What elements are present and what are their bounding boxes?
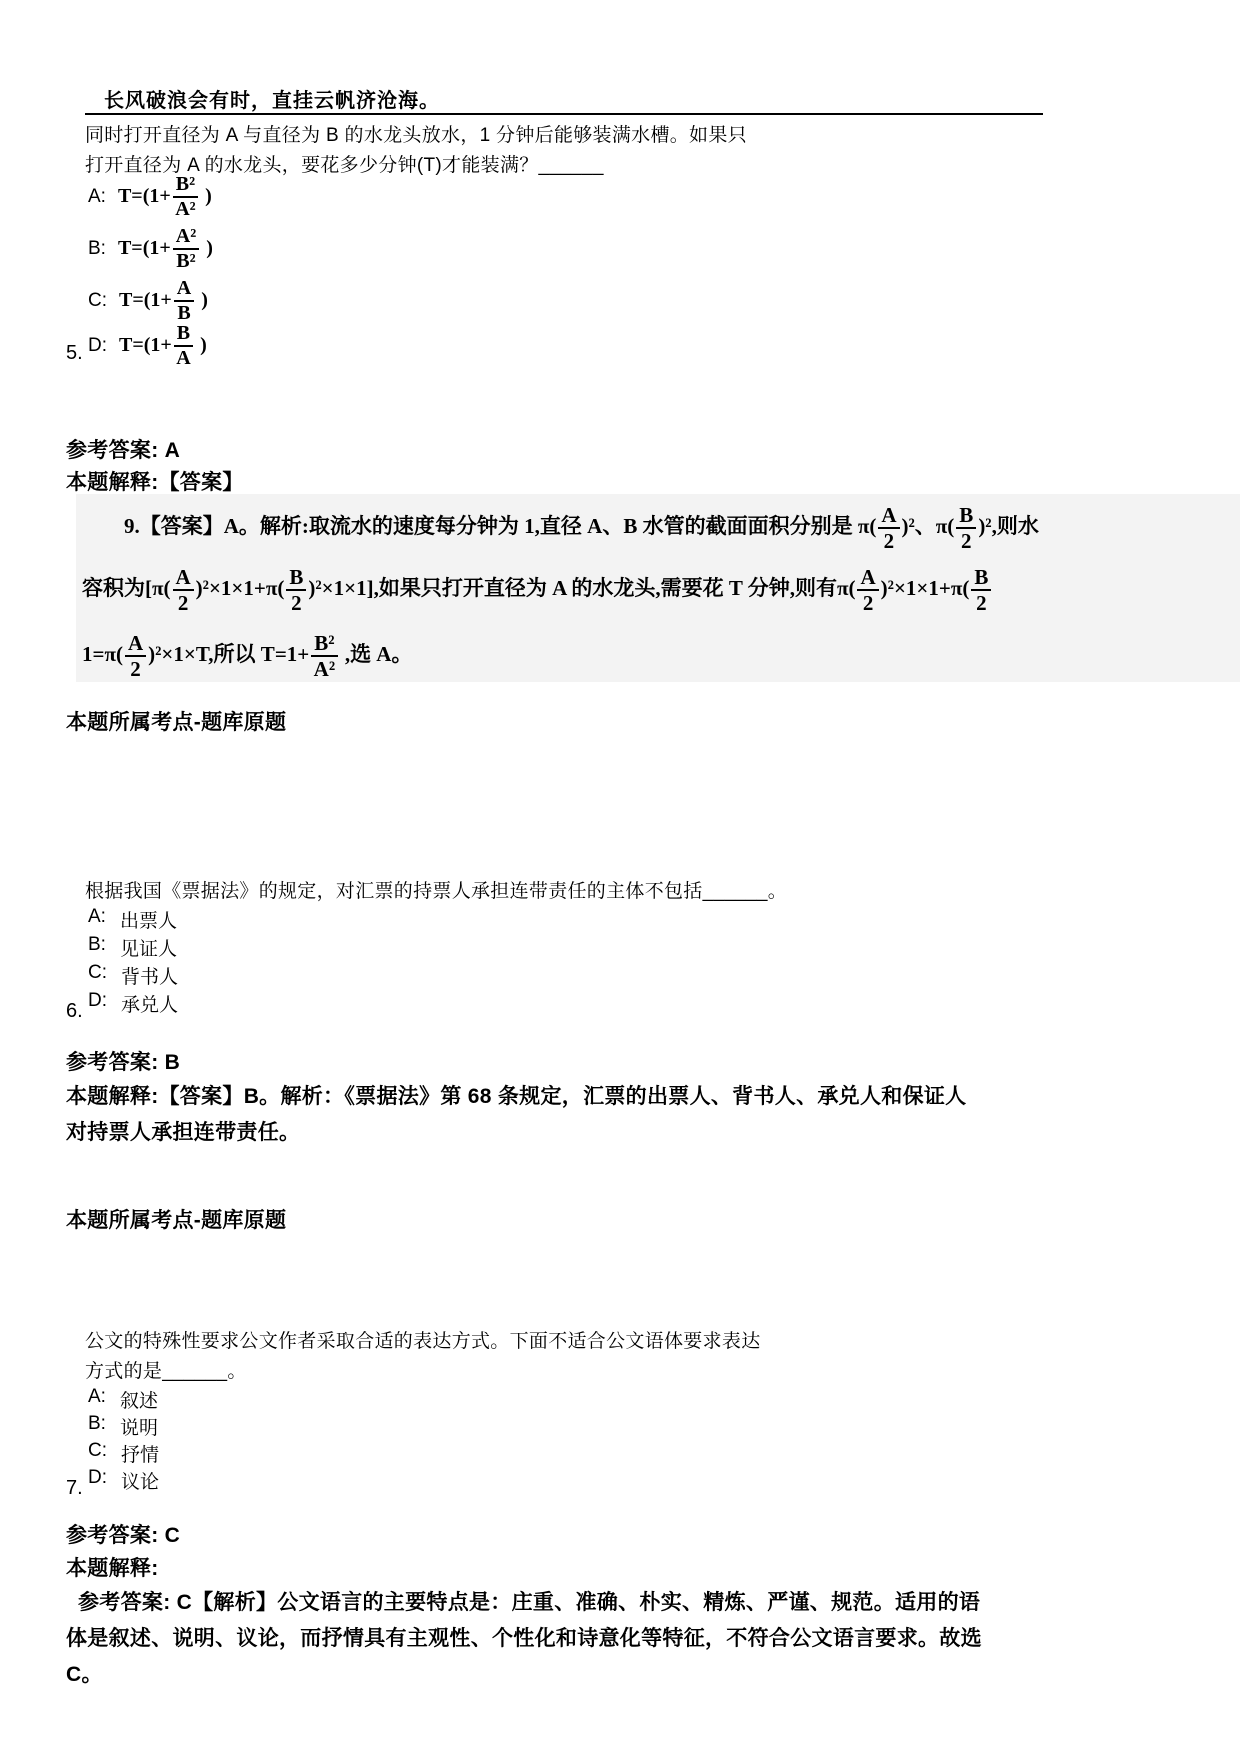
option-text: 背书人 — [121, 967, 179, 988]
option-text: 出票人 — [119, 911, 177, 932]
q5-option-c — [88, 276, 208, 325]
option-label: B: — [88, 238, 106, 259]
option-label: C: — [88, 290, 107, 311]
option-label: B: — [88, 1413, 106, 1434]
q7-option-a — [88, 1386, 158, 1413]
header-divider-rule — [85, 113, 1043, 115]
q5-option-d — [88, 321, 207, 370]
q6-option-c — [88, 962, 178, 989]
q6-text: 根据我国《票据法》的规定，对汇票的持票人承担连带责任的主体不包括______。 — [85, 881, 788, 902]
q6-option-b — [88, 934, 177, 961]
q6-topic-heading: 本题所属考点-题库原题 — [66, 1209, 287, 1232]
q7-explanation-line2: 体是叙述、说明、议论，而抒情具有主观性、个性化和诗意化等特征，不符合公文语言要求。故选 — [66, 1627, 982, 1650]
q5-text-line2: 打开直径为 A 的水龙头，要花多少分钟(T)才能装满？______ — [85, 155, 604, 176]
option-formula: T=(1+ $\frac{\text{B²}}{\text{A²}}$ ) — [117, 172, 212, 221]
q6-explanation-line1: 本题解释:【答案】B。解析：《票据法》第 68 条规定，汇票的出票人、背书人、承兑人和保证人 — [66, 1085, 967, 1108]
q7-option-d — [88, 1467, 159, 1494]
option-text: 抒情 — [121, 1445, 160, 1466]
q5-reference-answer: 参考答案: A — [66, 439, 181, 462]
option-label: B: — [88, 934, 106, 955]
option-text: 议论 — [121, 1472, 160, 1493]
page-header-motto: 长风破浪会有时，直挂云帆济沧海。 — [104, 90, 440, 112]
q6-explanation-line2: 对持票人承担连带责任。 — [66, 1121, 301, 1144]
q7-option-c — [88, 1440, 159, 1467]
option-label: A: — [88, 186, 106, 207]
q6-option-d — [88, 990, 178, 1017]
option-label: D: — [88, 335, 107, 356]
option-formula: T=(1+ $\frac{B}{A}$ ) — [119, 321, 207, 370]
q6-option-a — [88, 906, 177, 933]
q5-option-a — [88, 172, 212, 221]
q5-question-number: 5. — [66, 342, 83, 364]
option-text: 见证人 — [119, 939, 177, 960]
q5-text-line1: 同时打开直径为 A 与直径为 B 的水龙头放水，1 分钟后能够装满水槽。如果只 — [85, 125, 747, 146]
q7-text-line1: 公文的特殊性要求公文作者采取合适的表达方式。下面不适合公文语体要求表达 — [85, 1331, 761, 1352]
q7-explanation-label: 本题解释: — [66, 1557, 159, 1580]
option-label: C: — [88, 1440, 107, 1461]
option-text: 说明 — [119, 1418, 158, 1439]
option-label: A: — [88, 1386, 106, 1407]
q7-explanation-line1: 参考答案: C【解析】公文语言的主要特点是：庄重、准确、朴实、精炼、严谨、规范。适用的语 — [78, 1591, 981, 1614]
q7-reference-answer: 参考答案: C — [66, 1524, 181, 1547]
option-text: 承兑人 — [121, 995, 179, 1016]
option-label: C: — [88, 962, 107, 983]
q6-reference-answer: 参考答案: B — [66, 1051, 181, 1074]
option-label: A: — [88, 906, 106, 927]
q6-question-number: 6. — [66, 1000, 83, 1022]
option-formula: T=(1+ $\frac{\text{A²}}{\text{B²}}$ ) — [117, 224, 213, 273]
q7-question-number: 7. — [66, 1477, 83, 1499]
option-text: 叙述 — [119, 1391, 158, 1412]
q5-explanation-label: 本题解释:【答案】 — [66, 471, 244, 494]
option-formula: T=(1+ $\frac{A}{B}$ ) — [119, 276, 208, 325]
q7-text-line2: 方式的是______。 — [85, 1361, 247, 1382]
q7-explanation-line3: C。 — [66, 1663, 103, 1686]
q5-math-line1: 9.【答案】A。解析:取流水的速度每分钟为 1,直径 A、B 水管的截面面积分别是 π( $\frac{A}{2}$ )²、π( $\frac{B}{2}$ )²,则水 — [124, 502, 1039, 554]
q7-option-b — [88, 1413, 158, 1440]
q5-math-line2: 容积为[π( $\frac{A}{2}$ )²×1×1+π( $\frac{B}{2}$ )²×1×1],如果只打开直径为 A 的水龙头,需要花 T 分钟,则有π( $\frac{A}{2}$ )²×1×1+π( $\frac{B}{2}$ — [82, 560, 1240, 616]
option-label: D: — [88, 990, 107, 1011]
q5-math-line3: 1=π( $\frac{A}{2}$ )²×1×T,所以 T=1+ $\frac{\text{B²}}{\text{A²}}$ ,选 A。 — [82, 630, 413, 682]
q5-option-b — [88, 224, 213, 273]
option-label: D: — [88, 1467, 107, 1488]
q5-topic-heading: 本题所属考点-题库原题 — [66, 711, 287, 734]
